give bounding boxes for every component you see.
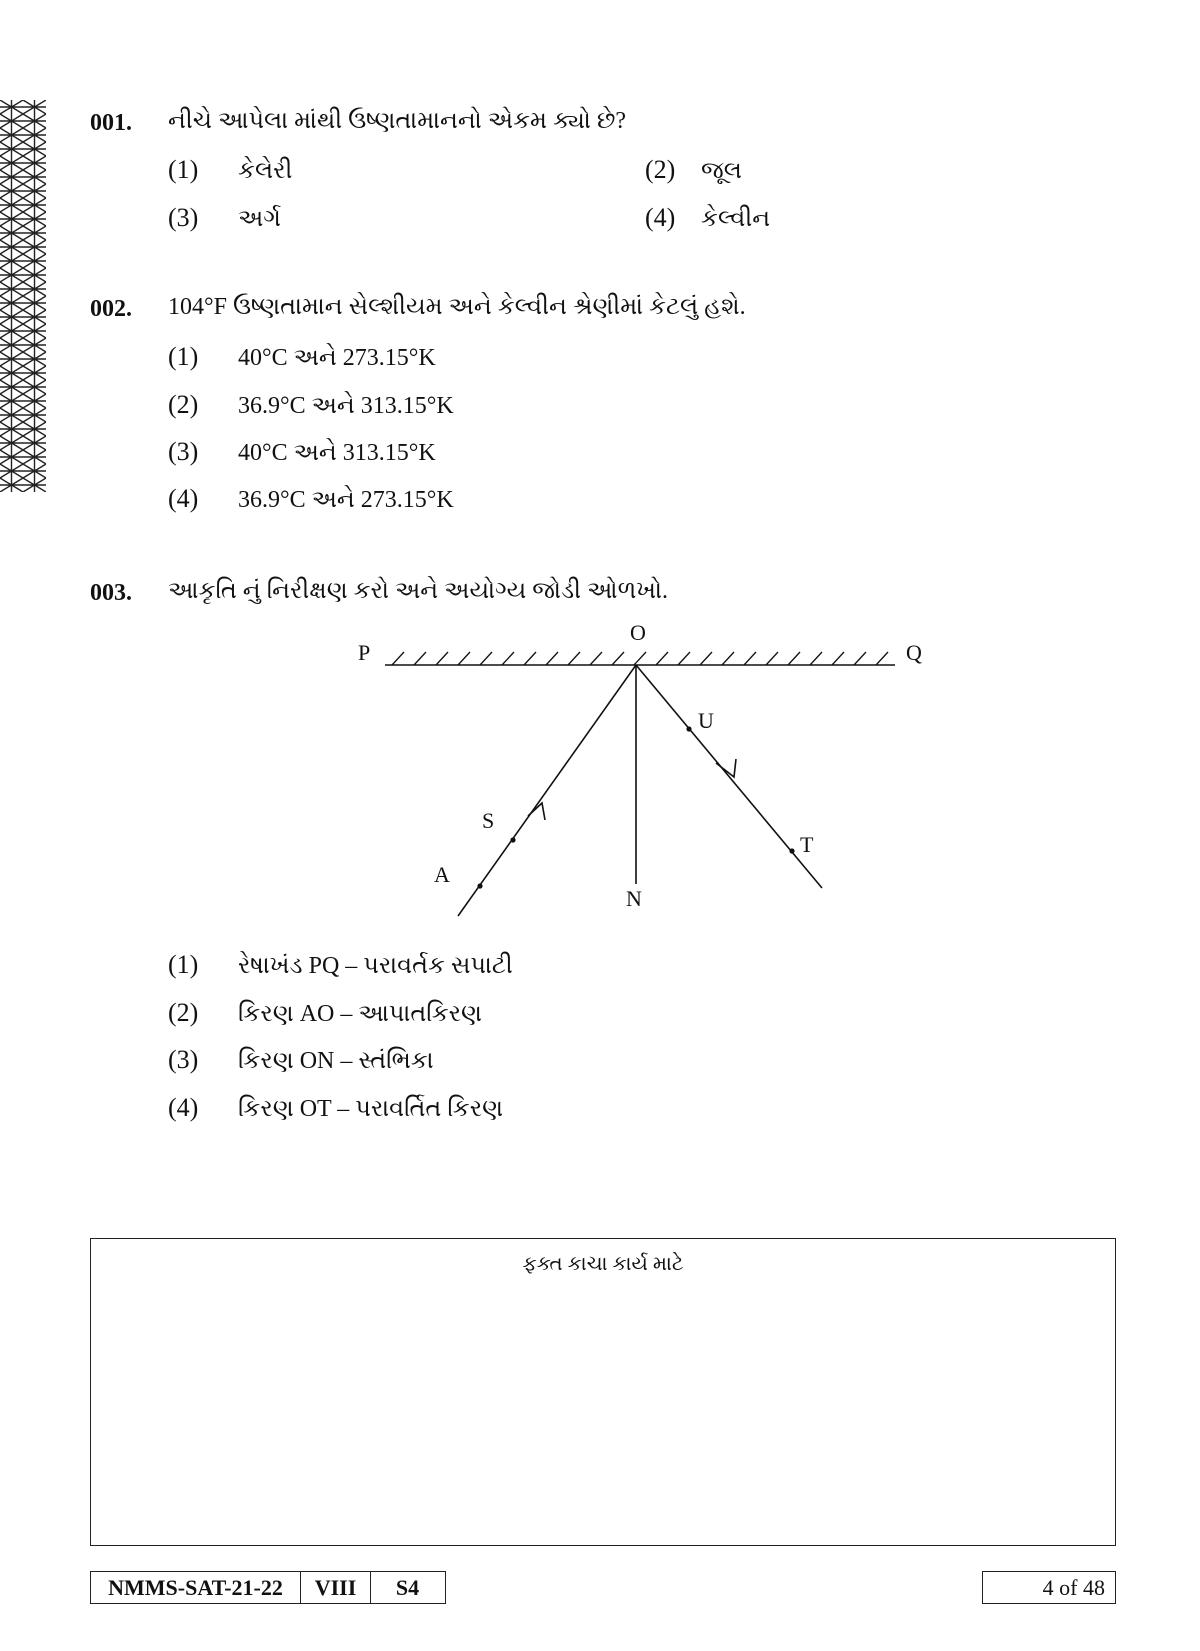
label-u: U <box>698 708 714 733</box>
option-text: કિરણ OT – પરાવર્તિત કિરણ <box>238 1096 504 1122</box>
option-number: (4) <box>168 484 199 513</box>
question-3-option-4[interactable] <box>168 1093 503 1123</box>
question-1-text: નીચે આપેલા માંથી ઉષ્ણતામાનનો એકમ ક્યો છે? <box>168 108 627 134</box>
option-text: 40°C અને 273.15°K <box>238 345 436 371</box>
label-a: A <box>434 862 450 887</box>
label-p: P <box>358 640 371 665</box>
reflected-arrow <box>716 759 736 777</box>
incident-ray-ao <box>458 665 636 916</box>
option-number: (1) <box>168 155 199 184</box>
footer-set: S4 <box>395 1574 420 1600</box>
option-number: (2) <box>645 155 676 184</box>
option-number: (1) <box>168 950 199 979</box>
question-3-option-2[interactable] <box>168 998 482 1028</box>
question-3-option-3[interactable] <box>168 1045 434 1075</box>
question-2-text: 104°F ઉષ્ણતામાન સેલ્શીયમ અને કેલ્વીન શ્રેણીમાં કેટલું હશે. <box>168 294 746 320</box>
question-3-text: આકૃતિ નું નિરીક્ષણ કરો અને અયોગ્ય જોડી ઓળખો. <box>168 578 669 604</box>
option-number: (1) <box>168 342 199 371</box>
question-3-option-1[interactable] <box>168 950 513 980</box>
point-a <box>477 883 482 888</box>
footer-class: VIII <box>301 1572 371 1603</box>
mirror-hatching <box>392 652 888 665</box>
label-t: T <box>800 832 814 857</box>
option-text: 36.9°C અને 313.15°K <box>238 393 454 419</box>
footer-code-box <box>90 1571 446 1604</box>
option-text: અર્ગ <box>238 206 281 232</box>
reflected-ray-ot <box>636 665 822 888</box>
option-text: રેષાખંડ PQ – પરાવર્તક સપાટી <box>238 953 513 979</box>
option-text: કિરણ ON – સ્તંભિકા <box>238 1048 434 1074</box>
question-3-number: 003. <box>90 580 132 606</box>
option-text: કિરણ AO – આપાતકિરણ <box>238 1001 482 1027</box>
option-number: (2) <box>168 998 199 1027</box>
label-q: Q <box>906 640 922 665</box>
point-u <box>686 726 691 731</box>
option-number: (3) <box>168 203 199 232</box>
option-text: 36.9°C અને 273.15°K <box>238 487 454 513</box>
option-number: (3) <box>168 437 199 466</box>
option-number: (2) <box>168 390 199 419</box>
question-2-number: 002. <box>90 296 132 322</box>
option-text: કેલેરી <box>238 158 293 184</box>
footer-exam-code: NMMS-SAT-21-22 <box>91 1572 301 1603</box>
label-s: S <box>482 808 495 833</box>
rough-work-title: ફક્ત કાચા કાર્ય માટે <box>522 1253 684 1275</box>
option-number: (4) <box>168 1093 199 1122</box>
option-number: (3) <box>168 1045 199 1074</box>
page-number: 4 of 48 <box>982 1571 1116 1604</box>
point-s <box>510 837 515 842</box>
option-number: (4) <box>645 203 676 232</box>
rough-work-box <box>90 1238 1116 1546</box>
point-t <box>789 848 794 853</box>
question-1-number: 001. <box>90 110 132 136</box>
option-text: કેલ્વીન <box>701 206 771 232</box>
label-o: O <box>630 620 646 645</box>
option-text: 40°C અને 313.15°K <box>238 440 436 466</box>
label-n: N <box>626 886 642 911</box>
option-text: જૂલ <box>701 158 742 184</box>
